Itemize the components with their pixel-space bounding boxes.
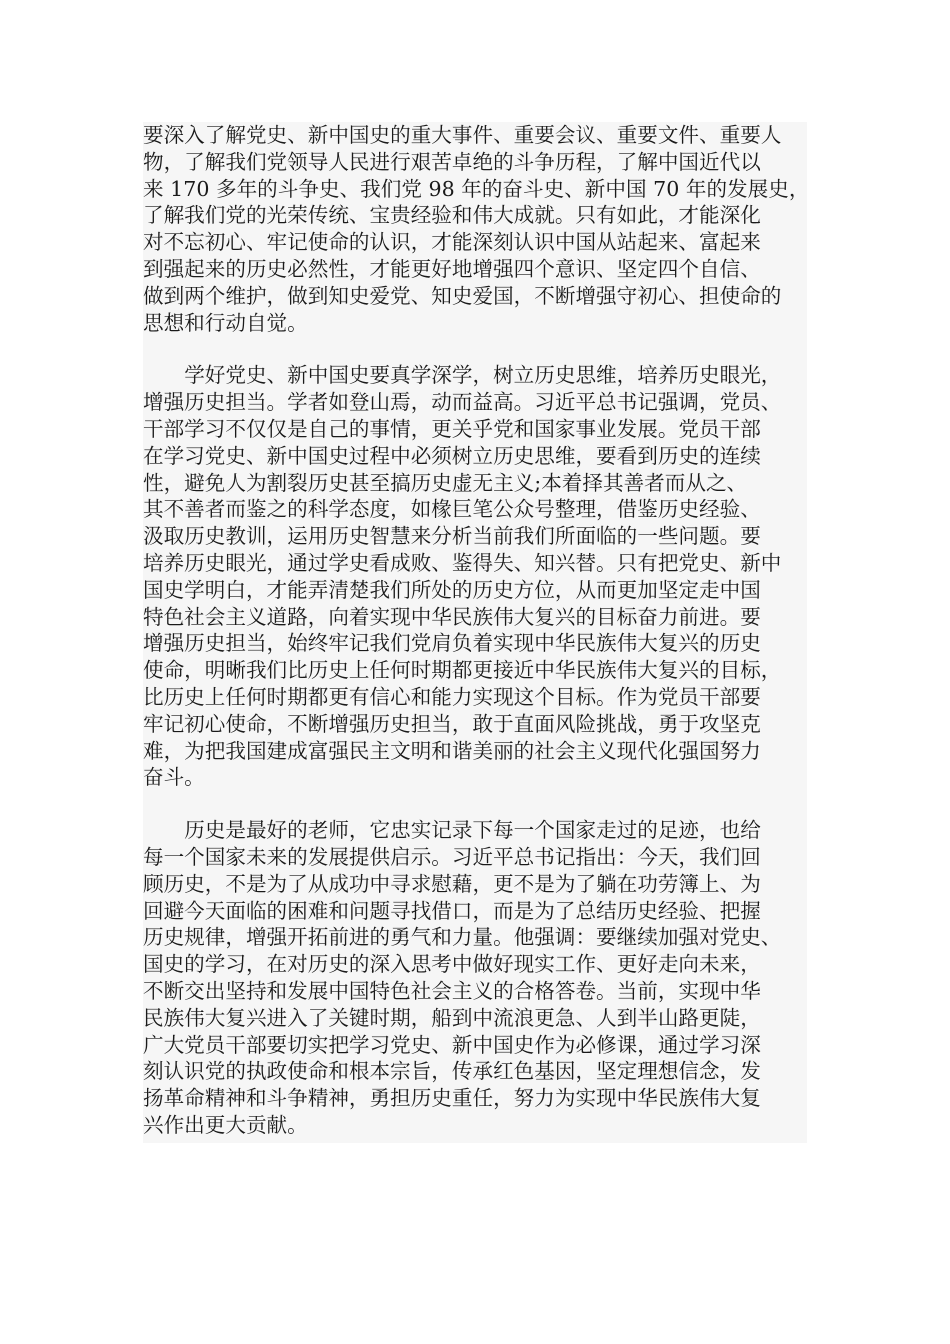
text-line: 使命，明晰我们比历史上任何时期都更接近中华民族伟大复兴的目标， [143, 658, 782, 683]
text-line: 历史是最好的老师，它忠实记录下每一个国家走过的足迹，也给 [184, 818, 761, 843]
text-line: 顾历史，不是为了从成功中寻求慰藉，更不是为了躺在功劳簿上、为 [143, 871, 761, 896]
text-line: 比历史上任何时期都更有信心和能力实现这个目标。作为党员干部要 [143, 684, 761, 709]
text-line: 特色社会主义道路，向着实现中华民族伟大复兴的目标奋力前进。要 [143, 604, 761, 629]
text-line: 到强起来的历史必然性，才能更好地增强四个意识、坚定四个自信、 [143, 256, 761, 281]
text-line: 扬革命精神和斗争精神，勇担历史重任，努力为实现中华民族伟大复 [143, 1086, 761, 1111]
text-line: 其不善者而鉴之的科学态度，如椽巨笔公众号整理，借鉴历史经验、 [143, 497, 761, 522]
text-line: 广大党员干部要切实把学习党史、新中国史作为必修课，通过学习深 [143, 1032, 761, 1057]
text-line: 刻认识党的执政使命和根本宗旨，传承红色基因，坚定理想信念，发 [143, 1059, 761, 1084]
text-line: 每一个国家未来的发展提供启示。习近平总书记指出：今天，我们回 [143, 844, 761, 869]
text-line: 做到两个维护，做到知史爱党、知史爱国，不断增强守初心、担使命的 [143, 283, 782, 308]
text-line: 回避今天面临的困难和问题寻找借口，而是为了总结历史经验、把握 [143, 898, 761, 923]
text-line: 不断交出坚持和发展中国特色社会主义的合格答卷。当前，实现中华 [143, 978, 761, 1003]
text-line: 干部学习不仅仅是自己的事情，更关乎党和国家事业发展。党员干部 [143, 416, 761, 441]
text-line: 对不忘初心、牢记使命的认识，才能深刻认识中国从站起来、富起来 [143, 230, 761, 255]
paragraph [143, 817, 807, 1139]
paragraph [143, 362, 807, 791]
article-body [143, 122, 810, 1143]
text-line: 牢记初心使命，不断增强历史担当，敢于直面风险挑战，勇于攻坚克 [143, 711, 761, 736]
text-line: 来 170 多年的斗争史、我们党 98 年的奋斗史、新中国 70 年的发展史， [143, 176, 810, 201]
paragraph [143, 122, 810, 336]
text-line: 思想和行动自觉。 [143, 310, 308, 335]
text-line: 历史规律，增强开拓前进的勇气和力量。他强调：要继续加强对党史、 [143, 925, 782, 950]
text-line: 增强历史担当。学者如登山焉，动而益高。习近平总书记强调，党员、 [143, 390, 782, 415]
text-line: 培养历史眼光，通过学史看成败、鉴得失、知兴替。只有把党史、新中 [143, 550, 782, 575]
text-line: 难，为把我国建成富强民主文明和谐美丽的社会主义现代化强国努力 [143, 738, 761, 763]
text-line: 物，了解我们党领导人民进行艰苦卓绝的斗争历程，了解中国近代以 [143, 149, 761, 174]
text-line: 在学习党史、新中国史过程中必须树立历史思维，要看到历史的连续 [143, 443, 761, 468]
text-line: 国史学明白，才能弄清楚我们所处的历史方位，从而更加坚定走中国 [143, 577, 761, 602]
text-line: 奋斗。 [143, 765, 205, 790]
text-line: 增强历史担当，始终牢记我们党肩负着实现中华民族伟大复兴的历史 [143, 631, 761, 656]
text-line: 兴作出更大贡献。 [143, 1112, 308, 1137]
text-line: 汲取历史教训，运用历史智慧来分析当前我们所面临的一些问题。要 [143, 524, 761, 549]
text-line: 性，避免人为割裂历史甚至搞历史虚无主义;本着择其善者而从之、 [143, 470, 748, 495]
text-line: 民族伟大复兴进入了关键时期，船到中流浪更急、人到半山路更陡， [143, 1005, 761, 1030]
text-line: 要深入了解党史、新中国史的重大事件、重要会议、重要文件、重要人 [143, 123, 782, 147]
text-line: 学好党史、新中国史要真学深学，树立历史思维，培养历史眼光， [184, 363, 782, 388]
text-line: 国史的学习，在对历史的深入思考中做好现实工作、更好走向未来， [143, 952, 761, 977]
text-line: 了解我们党的光荣传统、宝贵经验和伟大成就。只有如此，才能深化 [143, 203, 761, 228]
